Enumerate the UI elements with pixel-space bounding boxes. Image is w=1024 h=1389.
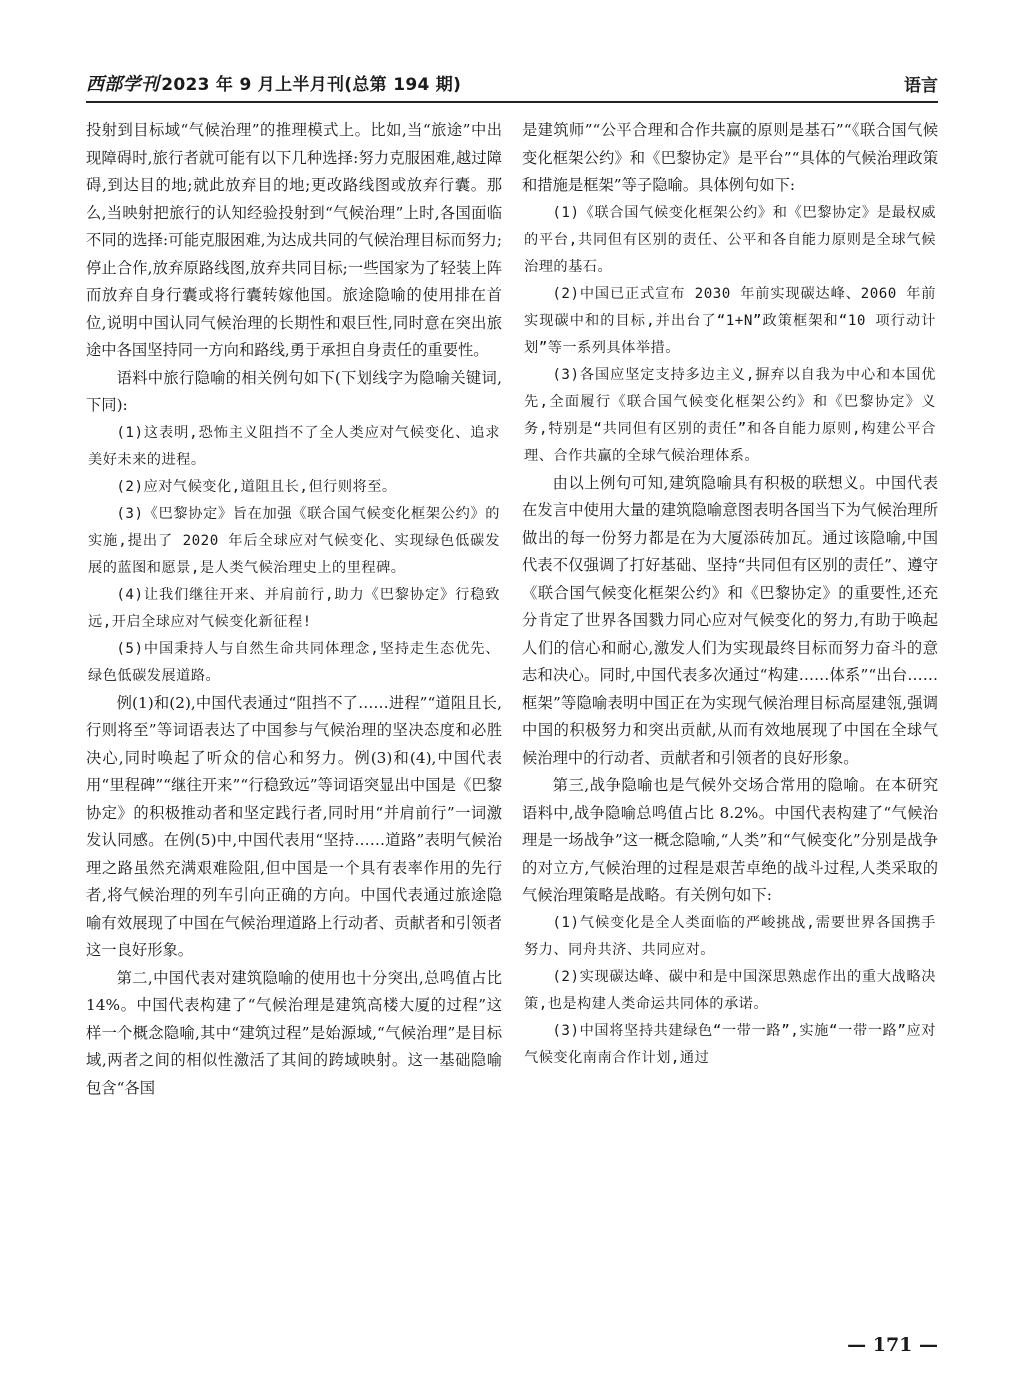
paragraph: 是建筑师”“公平合理和合作共赢的原则是基石”“《联合国气候变化框架公约》和《巴黎协定》是平台”“具体的气候治理政策和措施是框架”等子隐喻。具体例句如下: xyxy=(522,121,938,194)
example-sentence: (2)中国已正式宣布 2030 年前实现碳达峰、2060 年前实现碳中和的目标,并出台了“1+N”政策框架和“10 项行动计划”等一系列具体举措。 xyxy=(524,285,936,356)
header-rule xyxy=(86,101,938,103)
right-column xyxy=(522,117,938,1072)
example-sentence: (3)中国将坚持共建绿色“一带一路”,实施“一带一路”应对气候变化南南合作计划,通过 xyxy=(524,1022,936,1066)
paragraph: 语料中旅行隐喻的相关例句如下(下划线字为隐喻关键词,下同): xyxy=(86,368,502,414)
example-sentence: (1)《联合国气候变化框架公约》和《巴黎协定》是最权威的平台,共同但有区别的责任、公平和各自能力原则是全球气候治理的基石。 xyxy=(524,204,936,275)
example-sentence: (4)让我们继往开来、并肩前行,助力《巴黎协定》行稳致远,开启全球应对气候变化新征程! xyxy=(88,586,500,630)
paragraph: 第二,中国代表对建筑隐喻的使用也十分突出,总鸣值占比 14%。中国代表构建了“气候治理是建筑高楼大厦的过程”这样一个概念隐喻,其中“建筑过程”是始源域,“气候治理”是目标域,两者之间的相似性激活了其间的跨域映射。这一基础隐喻包含“各国 xyxy=(86,968,502,1097)
example-sentence: (3)各国应坚定支持多边主义,摒弃以自我为中心和本国优先,全面履行《联合国气候变化框架公约》和《巴黎协定》义务,特别是“共同但有区别的责任”和各自能力原则,构建公平合理、合作共赢的全球气候治理体系。 xyxy=(524,366,936,464)
example-sentence: (2)应对气候变化,道阻且长,但行则将至。 xyxy=(116,478,397,495)
example-sentence: (2)实现碳达峰、碳中和是中国深思熟虑作出的重大战略决策,也是构建人类命运共同体的承诺。 xyxy=(524,968,936,1012)
paragraph: 投射到目标域“气候治理”的推理模式上。比如,当“旅途”中出现障碍时,旅行者就可能有以下几种选择:努力克服困难,越过障碍,到达目的地;就此放弃目的地;更改路线图或放弃行囊。那么,当映射把旅行的认知经验投射到“气候治理”上时,各国面临不同的选择:可能克服困难,为达成共同的气候治理目标而努力;停止合作,放弃原路线图,放弃共同目标;一些国家为了轻装上阵而放弃自身行囊或将行囊转嫁他国。旅途隐喻的使用排在首位,说明中国认同气候治理的长期性和艰巨性,同时意在突出旅途中各国坚持同一方向和路线,勇于承担自身责任的重要性。 xyxy=(86,121,502,359)
running-header xyxy=(86,72,938,96)
paragraph: 第三,战争隐喻也是气候外交场合常用的隐喻。在本研究语料中,战争隐喻总鸣值占比 8.2%。中国代表构建了“气候治理是一场战争”这一概念隐喻,“人类”和“气候变化”分别是战争的对立方,气候治理的过程是艰苦卓绝的战斗过程,人类采取的气候治理策略是战略。有关例句如下: xyxy=(522,776,938,904)
paragraph: 由以上例句可知,建筑隐喻具有积极的联想义。中国代表在发言中使用大量的建筑隐喻意图表明各国当下为气候治理所做出的每一份努力都是在为大厦添砖加瓦。通过该隐喻,中国代表不仅强调了打好基础、坚持“共同但有区别的责任”、遵守《联合国气候变化框架公约》和《巴黎协定》的重要性,还充分肯定了世界各国戮力同心应对气候变化的努力,有助于唤起人们的信心和耐心,激发人们为实现最终目标而努力奋斗的意志和决心。同时,中国代表多次通过“构建……体系”“出台……框架”等隐喻表明中国正在为实现气候治理目标高屋建瓴,强调中国的积极努力和突出贡献,从而有效地展现了中国在全球气候治理中的行动者、贡献者和引领者的良好形象。 xyxy=(522,473,938,767)
page-number: — 171 — xyxy=(847,1334,938,1356)
issue-info: 2023 年 9 月上半月刊(总第 194 期) xyxy=(161,75,462,95)
example-sentence: (5)中国秉持人与自然生命共同体理念,坚持走生态优先、绿色低碳发展道路。 xyxy=(88,640,500,684)
paragraph: 例(1)和(2),中国代表通过“阻挡不了……进程”“道阻且长,行则将至”等词语表达了中国参与气候治理的坚决态度和必胜决心,同时唤起了听众的信心和努力。例(3)和(4),中国代表用“里程碑”“继往开来”“行稳致远”等词语突显出中国是《巴黎协定》的积极推动者和坚定践行者,同时用“并肩前行”一词激发认同感。在例(5)中,中国代表用“坚持……道路”表明气候治理之路虽然充满艰难险阻,但中国是一个具有表率作用的先行者,将气候治理的列车引向正确的方向。中国代表通过旅途隐喻有效展现了中国在气候治理道路上行动者、贡献者和引领者这一良好形象。 xyxy=(86,693,502,959)
journal-logo: 西部学刊 xyxy=(86,74,160,95)
example-sentence: (1)气候变化是全人类面临的严峻挑战,需要世界各国携手努力、同舟共济、共同应对。 xyxy=(524,914,936,958)
journal-title xyxy=(86,70,461,96)
example-sentence: (1)这表明,恐怖主义阻挡不了全人类应对气候变化、追求美好未来的进程。 xyxy=(88,424,500,468)
section-name: 语言 xyxy=(904,76,938,96)
example-sentence: (3)《巴黎协定》旨在加强《联合国气候变化框架公约》的实施,提出了 2020 年后全球应对气候变化、实现绿色低碳发展的蓝图和愿景,是人类气候治理史上的里程碑。 xyxy=(88,505,500,576)
left-column xyxy=(86,117,502,1102)
